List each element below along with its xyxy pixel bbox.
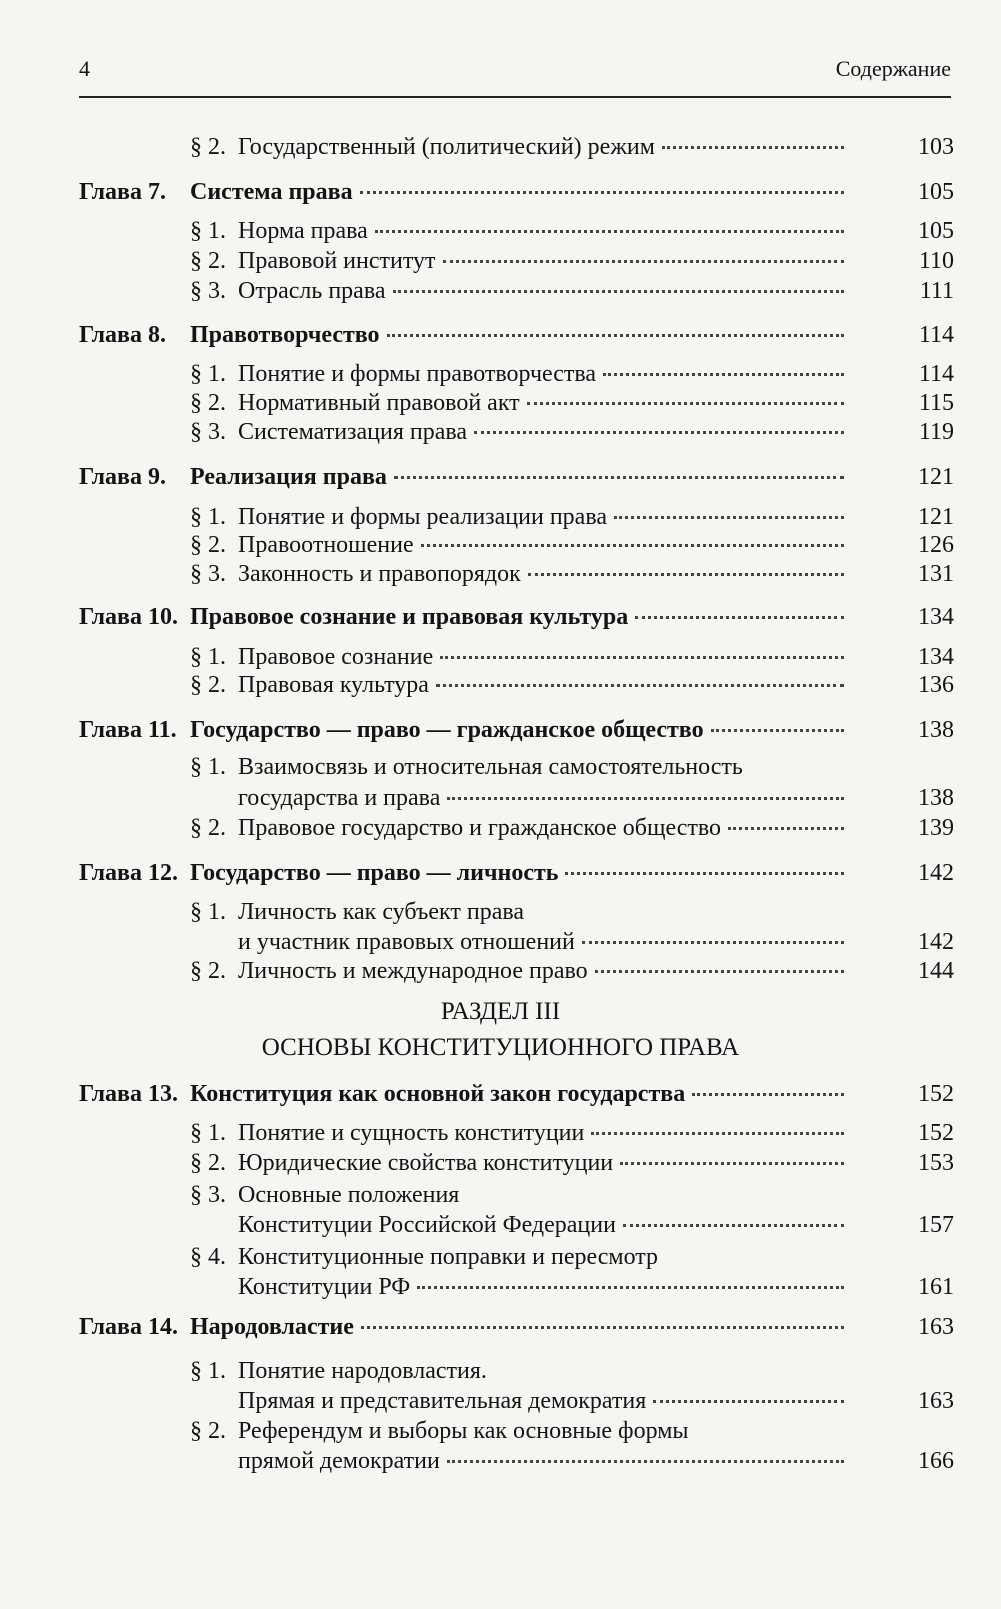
entry-title: Личность как субъект права <box>238 899 525 925</box>
page-ref: 152 <box>918 1120 954 1146</box>
entry-title: Народовластие <box>190 1314 354 1340</box>
toc-chapter-entry[interactable] <box>0 713 1001 747</box>
paragraph-label: § 2. <box>190 390 226 416</box>
toc-paragraph-entry[interactable] <box>0 415 1001 449</box>
paragraph-label: § 1. <box>190 218 226 244</box>
page-ref: 121 <box>918 464 954 490</box>
toc-paragraph-entry[interactable] <box>0 244 1001 278</box>
toc-paragraph-entry[interactable] <box>0 668 1001 702</box>
toc-paragraph-entry[interactable] <box>0 1146 1001 1180</box>
entry-title: Понятие и формы правотворчества <box>238 361 597 387</box>
entry-title: Правовой институт <box>238 248 436 274</box>
toc-paragraph-entry[interactable] <box>0 1116 1001 1150</box>
entry-title: Нормативный правовой акт <box>238 390 520 416</box>
page-ref: 121 <box>918 504 954 530</box>
entry-title: прямой демократии <box>238 1448 440 1474</box>
paragraph-label: § 1. <box>190 644 226 670</box>
chapter-label: Глава 8. <box>79 322 166 348</box>
dot-leader <box>436 684 844 687</box>
dot-leader <box>447 1460 844 1463</box>
page-ref: 157 <box>918 1212 954 1238</box>
chapter-label: Глава 14. <box>79 1314 178 1340</box>
dot-leader <box>474 431 844 434</box>
page-ref: 142 <box>918 860 954 886</box>
entry-title: Система права <box>190 179 353 205</box>
toc-chapter-entry[interactable] <box>0 1077 1001 1111</box>
page-ref: 103 <box>918 134 954 160</box>
page-ref: 115 <box>918 390 954 416</box>
paragraph-label: § 3. <box>190 278 226 304</box>
page-ref: 114 <box>918 322 954 348</box>
paragraph-label: § 1. <box>190 1120 226 1146</box>
page-ref: 105 <box>918 179 954 205</box>
page-ref: 114 <box>918 361 954 387</box>
paragraph-label: § 4. <box>190 1244 226 1270</box>
toc-paragraph-entry[interactable] <box>0 1354 1001 1388</box>
running-head: Содержание <box>835 56 951 81</box>
paragraph-label: § 3. <box>190 1182 226 1208</box>
page-ref: 131 <box>918 561 954 587</box>
page-ref: 152 <box>918 1081 954 1107</box>
paragraph-label: § 2. <box>190 532 226 558</box>
toc-paragraph-entry[interactable] <box>0 130 1001 164</box>
page-ref: 110 <box>918 248 954 274</box>
toc-chapter-entry[interactable] <box>0 600 1001 634</box>
page-ref: 138 <box>918 717 954 743</box>
paragraph-label: § 2. <box>190 672 226 698</box>
entry-title: Конституции РФ <box>238 1274 411 1300</box>
entry-title: Отрасль права <box>238 278 386 304</box>
chapter-label: Глава 13. <box>79 1081 178 1107</box>
page-ref: 144 <box>918 958 954 984</box>
chapter-label: Глава 7. <box>79 179 166 205</box>
dot-leader <box>440 656 844 659</box>
entry-title: и участник правовых отношений <box>238 929 575 955</box>
entry-title: Референдум и выборы как основные формы <box>238 1418 689 1444</box>
paragraph-label: § 1. <box>190 899 226 925</box>
dot-leader <box>528 573 844 576</box>
dot-leader <box>591 1132 844 1135</box>
page-ref: 166 <box>918 1448 954 1474</box>
entry-title: Правовая культура <box>238 672 429 698</box>
paragraph-label: § 3. <box>190 561 226 587</box>
entry-title: Государственный (политический) режим <box>238 134 655 160</box>
page-ref: 163 <box>918 1388 954 1414</box>
toc-chapter-entry[interactable] <box>0 1310 1001 1344</box>
dot-leader <box>711 729 844 732</box>
paragraph-label: § 1. <box>190 1358 226 1384</box>
entry-title: Норма права <box>238 218 368 244</box>
entry-title: Конституции Российской Федерации <box>238 1212 616 1238</box>
chapter-label: Глава 10. <box>79 604 178 630</box>
dot-leader <box>728 827 844 830</box>
dot-leader <box>361 1326 844 1329</box>
toc-paragraph-entry[interactable] <box>0 1178 1001 1212</box>
entry-title: Правовое сознание и правовая культура <box>190 604 629 630</box>
page-ref: 153 <box>918 1150 954 1176</box>
dot-leader <box>393 290 844 293</box>
paragraph-label: § 2. <box>190 1150 226 1176</box>
dot-leader <box>443 260 845 263</box>
dot-leader <box>623 1224 844 1227</box>
entry-title: Понятие и сущность конституции <box>238 1120 585 1146</box>
entry-title: Правовое сознание <box>238 644 434 670</box>
entry-title: Основные положения <box>238 1182 460 1208</box>
paragraph-label: § 2. <box>190 815 226 841</box>
dot-leader <box>595 970 844 973</box>
dot-leader <box>387 334 844 337</box>
dot-leader <box>565 872 844 875</box>
paragraph-label: § 1. <box>190 504 226 530</box>
page-ref: 138 <box>918 785 954 811</box>
toc-paragraph-entry[interactable] <box>0 1240 1001 1274</box>
dot-leader <box>421 544 844 547</box>
toc-paragraph-entry[interactable] <box>0 274 1001 308</box>
section-heading: ОСНОВЫ КОНСТИТУЦИОННОГО ПРАВА <box>261 1034 740 1061</box>
toc-paragraph-entry[interactable] <box>0 1414 1001 1448</box>
entry-title: Личность и международное право <box>238 958 588 984</box>
page-ref: 126 <box>918 532 954 558</box>
paragraph-label: § 3. <box>190 419 226 445</box>
toc-paragraph-entry[interactable] <box>0 781 1001 815</box>
chapter-label: Глава 12. <box>79 860 178 886</box>
dot-leader <box>614 516 844 519</box>
entry-title: Государство — право — гражданское общество <box>190 717 704 743</box>
entry-title: Правоотношение <box>238 532 414 558</box>
entry-title: Взаимосвязь и относительная самостоятельность <box>238 754 743 780</box>
paragraph-label: § 1. <box>190 361 226 387</box>
entry-title: Понятие и формы реализации права <box>238 504 607 530</box>
page-ref: 111 <box>919 278 954 304</box>
page-number: 4 <box>79 56 90 81</box>
dot-leader <box>662 146 844 149</box>
page-ref: 134 <box>918 644 954 670</box>
chapter-label: Глава 9. <box>79 464 166 490</box>
page-ref: 134 <box>918 604 954 630</box>
page-ref: 136 <box>918 672 954 698</box>
page-header <box>79 56 951 98</box>
page-ref: 142 <box>918 929 954 955</box>
dot-leader <box>582 941 844 944</box>
toc-paragraph-entry[interactable] <box>0 811 1001 845</box>
paragraph-label: § 2. <box>190 958 226 984</box>
entry-title: Юридические свойства конституции <box>238 1150 614 1176</box>
toc-paragraph-entry[interactable] <box>0 1270 1001 1304</box>
toc-paragraph-entry[interactable] <box>0 557 1001 591</box>
dot-leader <box>527 402 844 405</box>
entry-title: Реализация права <box>190 464 387 490</box>
paragraph-label: § 2. <box>190 248 226 274</box>
entry-title: Законность и правопорядок <box>238 561 521 587</box>
entry-title: Правотворчество <box>190 322 380 348</box>
dot-leader <box>692 1093 844 1096</box>
entry-title: Правовое государство и гражданское общество <box>238 815 722 841</box>
toc-paragraph-entry[interactable] <box>0 1208 1001 1242</box>
page-ref: 161 <box>918 1274 954 1300</box>
dot-leader <box>603 373 844 376</box>
entry-title: Понятие народовластия. <box>238 1358 487 1384</box>
entry-title: Конституция как основной закон государства <box>190 1081 686 1107</box>
page-ref: 105 <box>918 218 954 244</box>
entry-title: Государство — право — личность <box>190 860 559 886</box>
dot-leader <box>635 616 844 619</box>
paragraph-label: § 2. <box>190 1418 226 1444</box>
toc-paragraph-entry[interactable] <box>0 1444 1001 1478</box>
toc-paragraph-entry[interactable] <box>0 750 1001 784</box>
dot-leader <box>447 797 844 800</box>
page-ref: 119 <box>918 419 954 445</box>
entry-title: государства и права <box>238 785 441 811</box>
toc-paragraph-entry[interactable] <box>0 1384 1001 1418</box>
toc-chapter-entry[interactable] <box>0 856 1001 890</box>
page-ref: 163 <box>918 1314 954 1340</box>
toc-chapter-entry[interactable] <box>0 175 1001 209</box>
toc-chapter-entry[interactable] <box>0 460 1001 494</box>
paragraph-label: § 2. <box>190 134 226 160</box>
dot-leader <box>653 1400 844 1403</box>
entry-title: Систематизация права <box>238 419 468 445</box>
page-ref: 139 <box>918 815 954 841</box>
section-heading: РАЗДЕЛ III <box>440 998 561 1025</box>
dot-leader <box>394 476 844 479</box>
toc-paragraph-entry[interactable] <box>0 895 1001 929</box>
dot-leader <box>360 191 844 194</box>
chapter-label: Глава 11. <box>79 717 177 743</box>
entry-title: Конституционные поправки и пересмотр <box>238 1244 659 1270</box>
paragraph-label: § 1. <box>190 754 226 780</box>
toc-paragraph-entry[interactable] <box>0 214 1001 248</box>
toc-chapter-entry[interactable] <box>0 318 1001 352</box>
dot-leader <box>620 1162 844 1165</box>
dot-leader <box>417 1286 844 1289</box>
entry-title: Прямая и представительная демократия <box>238 1388 647 1414</box>
toc-paragraph-entry[interactable] <box>0 954 1001 988</box>
dot-leader <box>375 230 844 233</box>
